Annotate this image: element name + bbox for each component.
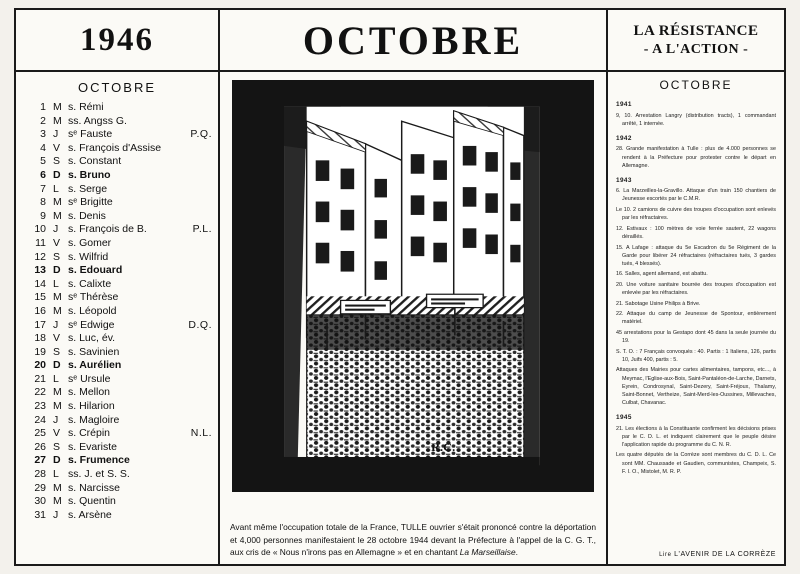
day-weekday: L xyxy=(53,468,59,481)
day-saint: s. Crépin xyxy=(68,427,111,440)
day-saint: s. Quentin xyxy=(68,495,116,508)
footer-publication-name: L'AVENIR DE LA CORRÈZE xyxy=(674,551,776,558)
day-row xyxy=(26,155,212,169)
caption-line1: Avant même l'occupation totale de la France, TULLE ouvrier s'était prononcé xyxy=(230,522,517,533)
chronology-entry: S. T. O. : 7 Français convoqués : 40. Partis : 1 Italiens, 126, partis 10, Juifs 400, partis : 5. xyxy=(616,348,776,363)
chronology-entry: Le 10. 2 camions de cuivre des troupes d'occupation sont enlevés par les réfractaires. xyxy=(616,207,776,222)
day-number: 8 xyxy=(40,196,46,209)
day-weekday: D xyxy=(53,359,61,372)
day-saint: s. Luc, év. xyxy=(68,332,116,345)
day-weekday: D xyxy=(53,454,61,467)
chronology-entry: 9, 10. Arrestation Langry (distribution tracts), 1 commandant arrêté, 1 internée. xyxy=(616,112,776,127)
day-row xyxy=(26,142,212,156)
day-weekday: J xyxy=(53,318,59,331)
day-number: 27 xyxy=(34,454,46,467)
day-number: 29 xyxy=(34,481,46,494)
day-saint: s. Magloire xyxy=(68,413,120,426)
day-row xyxy=(26,400,212,414)
chronology-entry: 20. Une voiture sanitaire bourrée des troupes d'occupation est enlevée par les réfractaires. xyxy=(616,281,776,297)
day-number: 24 xyxy=(34,413,46,426)
day-weekday: M xyxy=(53,209,62,222)
day-saint: s. Léopold xyxy=(68,304,117,317)
day-weekday: V xyxy=(53,236,61,249)
day-weekday: M xyxy=(53,114,62,127)
day-number: 11 xyxy=(35,236,46,249)
day-row xyxy=(26,128,212,142)
day-saint: ss. J. et S. S. xyxy=(68,468,130,481)
day-saint: s. Narcisse xyxy=(68,481,120,494)
year-cell xyxy=(16,10,220,70)
day-moon-phase: P.Q. xyxy=(190,128,212,141)
day-number: 6 xyxy=(40,168,46,181)
day-saint: s. Edouard xyxy=(68,264,123,277)
chronology-year-heading: 1943 xyxy=(616,176,632,184)
day-number: 13 xyxy=(34,264,46,277)
day-row xyxy=(26,210,212,224)
page-banner xyxy=(16,10,784,72)
day-number: 14 xyxy=(34,277,46,290)
day-row xyxy=(26,278,212,292)
day-number: 1 xyxy=(40,101,46,113)
day-saint: sᵉ Thérèse xyxy=(68,291,119,304)
chronology-entry: Attaques des Mairies pour cartes alimentaires, tampons, etc..., à Meymac, l'Eglise-aux-Bois, Saint-Pantaléon-de-Larche, Darnets, Eyrein, Condrosynal, Saint-Dezery, Saint-Fréjoux, Thalamy, Saint-Bonnet, Vertheize, Saint-Merd-les-Oussines, Millevaches, Culbat, Chavanac. xyxy=(616,367,776,406)
day-number: 9 xyxy=(40,209,46,222)
day-saint: s. Constant xyxy=(68,155,122,168)
day-saint: sᵉ Fauste xyxy=(68,128,113,141)
footer-lire-label: Lire xyxy=(659,552,672,558)
day-row xyxy=(26,183,212,197)
day-number: 21 xyxy=(34,372,46,385)
chronology-entry: 21. Sabotage Usine Philips à Brive. xyxy=(616,300,701,307)
day-weekday: M xyxy=(53,386,62,399)
day-weekday: V xyxy=(53,332,61,345)
day-weekday: J xyxy=(53,128,59,141)
day-saint: sᵉ Ursule xyxy=(68,372,111,385)
day-row xyxy=(26,305,212,319)
day-row xyxy=(26,482,212,496)
day-list xyxy=(16,101,218,522)
calendar-heading: OCTOBRE xyxy=(77,80,157,95)
chronology-entry: 12. Estivaux : 100 mètres de voie ferrée sautent, 22 wagons déraillés. xyxy=(616,225,776,240)
day-row xyxy=(26,115,212,129)
day-moon-phase: P.L. xyxy=(192,223,212,236)
day-weekday: M xyxy=(53,400,62,413)
svg-text:R.C.: R.C. xyxy=(431,440,456,454)
year-label: 1946 xyxy=(80,21,154,58)
day-moon-phase: D.Q. xyxy=(188,318,212,331)
day-weekday: L xyxy=(53,182,59,195)
day-number: 19 xyxy=(34,345,46,358)
day-saint: s. Aurélien xyxy=(68,359,122,372)
day-saint: s. Arsène xyxy=(68,508,112,521)
publication-title xyxy=(608,10,784,70)
day-weekday: M xyxy=(53,481,62,494)
illustration-frame xyxy=(232,80,594,492)
day-row xyxy=(26,454,212,468)
chronology-year-heading: 1942 xyxy=(616,134,632,142)
chronology-entry: 22. Attaque du camp de Jeunesse de Spontour, entièrement matériel. xyxy=(616,311,776,326)
day-saint: sᵉ Edwige xyxy=(68,318,115,331)
caption-line2: contre la déportation et 4,000 personnes manifestaient le 28 octobre 1944 devant la xyxy=(230,522,597,545)
chronology-entry: 16. Salles, agent allemand, est abattu. xyxy=(616,271,708,278)
day-row xyxy=(26,359,212,373)
day-weekday: S xyxy=(53,345,61,358)
day-row xyxy=(26,386,212,400)
day-saint: s. Gomer xyxy=(68,236,112,249)
day-number: 4 xyxy=(40,141,46,154)
day-row xyxy=(26,291,212,305)
chronology-year-heading: 1945 xyxy=(616,414,632,421)
day-weekday: M xyxy=(53,304,62,317)
day-weekday: S xyxy=(53,155,61,168)
caption-line4-pre: en chantant xyxy=(413,546,460,557)
day-row xyxy=(26,509,212,523)
day-saint: s. François de B. xyxy=(68,223,147,236)
day-weekday: M xyxy=(53,291,62,304)
day-number: 28 xyxy=(34,468,46,481)
day-weekday: D xyxy=(53,168,61,181)
day-weekday: D xyxy=(53,264,61,277)
day-weekday: J xyxy=(53,508,59,521)
day-number: 30 xyxy=(34,495,46,508)
day-number: 16 xyxy=(34,304,46,317)
resistance-heading: OCTOBRE xyxy=(659,78,733,92)
day-weekday: V xyxy=(53,141,61,154)
publication-title-line2: - A L'ACTION - xyxy=(643,41,749,57)
day-number: 31 xyxy=(34,508,46,521)
day-row xyxy=(26,373,212,387)
day-number: 23 xyxy=(34,400,46,413)
day-saint: s. Hilarion xyxy=(68,400,115,413)
day-weekday: S xyxy=(53,250,61,263)
month-cell xyxy=(220,10,608,70)
day-number: 25 xyxy=(34,427,46,440)
day-moon-phase: N.L. xyxy=(190,427,212,440)
day-weekday: M xyxy=(53,196,62,209)
day-row xyxy=(26,414,212,428)
day-saint: s. Denis xyxy=(68,209,106,222)
day-saint: s. Calixte xyxy=(68,277,112,290)
day-row xyxy=(26,264,212,278)
day-row xyxy=(26,101,212,115)
resistance-chronology xyxy=(616,100,776,476)
chronology-year-heading: 1941 xyxy=(616,101,632,108)
day-weekday: M xyxy=(53,495,62,508)
calendar-sheet xyxy=(14,8,786,566)
day-row xyxy=(26,468,212,482)
day-weekday: L xyxy=(53,277,59,290)
chronology-entry: 45 arrestations pour la Gestapo dont 45 dans la seule journée du 19. xyxy=(616,330,776,345)
day-row xyxy=(26,237,212,251)
day-weekday: J xyxy=(53,413,59,426)
day-number: 3 xyxy=(40,128,46,141)
day-weekday: J xyxy=(53,223,59,236)
day-number: 12 xyxy=(34,250,46,263)
day-weekday: M xyxy=(53,101,62,113)
day-row xyxy=(26,251,212,265)
day-row xyxy=(26,196,212,210)
day-number: 22 xyxy=(34,386,46,399)
month-title: OCTOBRE xyxy=(302,17,524,63)
caption-line3: Préfecture à l'appel de la C. G. T., aux cris de « Nous n'irons pas en Allemagne » et xyxy=(230,534,597,557)
day-weekday: L xyxy=(53,372,59,385)
day-weekday: V xyxy=(53,427,61,440)
resistance-column xyxy=(608,72,784,564)
day-saint: sᵉ Brigitte xyxy=(68,196,113,209)
day-row xyxy=(26,332,212,346)
caption-line4-italic: La Marseillaise xyxy=(459,546,516,557)
day-saint: s. Bruno xyxy=(68,168,111,181)
day-saint: s. Serge xyxy=(68,182,108,195)
day-saint: s. Savinien xyxy=(68,345,120,358)
chronology-entry: Les quatre députés de la Corrèze sont membres du C. D. L. Ce sont MM. Chaussade et Gaudien, communistes, Champeix, S. F. I. O., Mistolet, M. R. P. xyxy=(616,452,776,475)
publication-title-line1: LA RÉSISTANCE xyxy=(633,22,759,39)
day-number: 10 xyxy=(34,223,46,236)
day-number: 2 xyxy=(40,114,46,127)
day-row xyxy=(26,169,212,183)
day-number: 18 xyxy=(34,332,46,345)
illustration-column xyxy=(220,72,608,564)
day-weekday: S xyxy=(53,440,61,453)
chronology-entry: 21. Les élections à la Constituante confirment les décisions prises par le C. D. L. et indiquent clairement que le peuple désire l'application rapide du programme du C. N. R. xyxy=(616,425,776,448)
day-saint: s. Frumence xyxy=(68,454,130,467)
illustration-caption xyxy=(230,521,596,558)
chronology-entry: 15. A Lafage : attaque du 5e Escadron du 5e Régiment de la Garde pour libérer 24 réfractaires (réfractaires tués, 3 gardes tués, 4 blessés). xyxy=(616,244,776,267)
caption-line4-post: . xyxy=(515,546,518,557)
day-row xyxy=(26,495,212,509)
day-number: 7 xyxy=(40,182,46,195)
page-columns xyxy=(16,72,784,564)
day-row xyxy=(26,223,212,237)
day-saint: ss. Angss G. xyxy=(68,114,127,127)
day-saint: s. Wilfrid xyxy=(68,250,109,263)
day-row xyxy=(26,427,212,441)
day-number: 20 xyxy=(34,359,46,372)
day-saint: s. Mellon xyxy=(68,386,111,399)
publication-footer xyxy=(616,551,776,558)
illustration-drawing xyxy=(232,80,594,492)
day-saint: s. Evariste xyxy=(68,440,118,453)
day-row xyxy=(26,346,212,360)
chronology-entry: 28. Grande manifestation à Tulle : plus de 4.000 personnes se rendent à la Préfecture pour protester contre le départ en Allemagne. xyxy=(616,146,776,169)
chronology-entry: 6. La Marzeilles-la-Gravillo. Attaque d'un train 150 chantiers de Jeunesse escortés par le C.M.R. xyxy=(616,188,776,203)
day-row xyxy=(26,319,212,333)
day-number: 26 xyxy=(34,440,46,453)
day-number: 17 xyxy=(34,318,46,331)
day-saint: s. François d'Assise xyxy=(68,141,162,154)
calendar-column xyxy=(16,72,220,564)
day-row xyxy=(26,441,212,455)
day-saint: s. Rémi xyxy=(68,101,104,113)
day-number: 5 xyxy=(40,155,46,168)
day-number: 15 xyxy=(34,291,46,304)
